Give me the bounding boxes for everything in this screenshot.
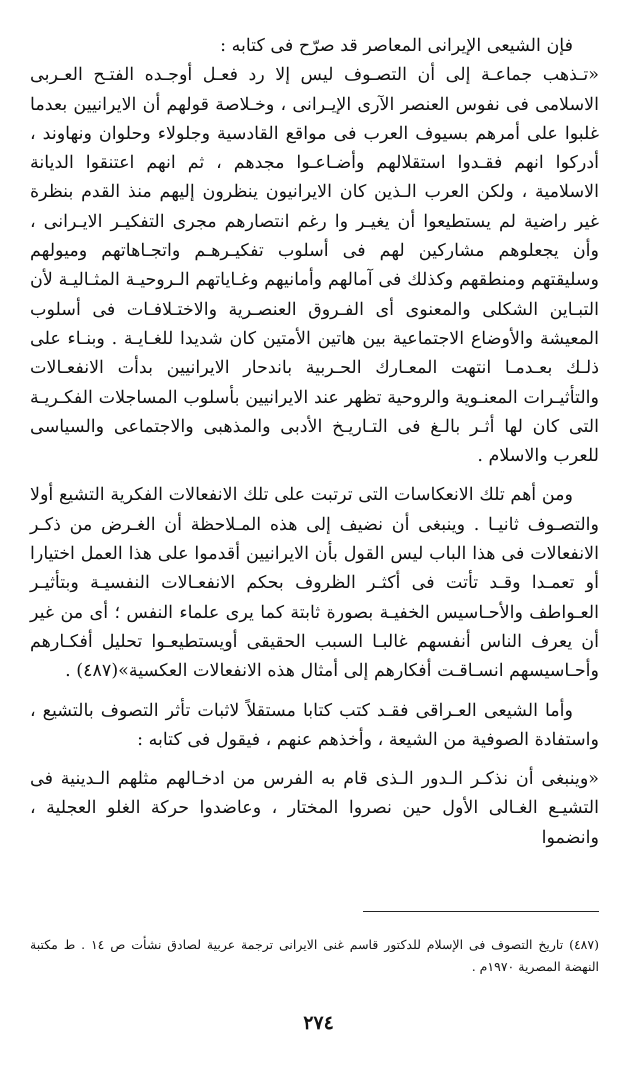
paragraph: فإن الشيعى الإيرانى المعاصر قد صرّح فى كتابه : <box>220 36 573 56</box>
footnote-separator <box>363 911 599 912</box>
paragraph: وأما الشيعى العـراقى فقـد كتب كتابا مستقلاً لاثبات تأثر التصوف بالتشيع ، واستفادة الصوفية من الشيعة ، وأخذهم عنهم ، فيقول فى كتابه : <box>30 700 599 750</box>
paragraph: «وينبغى أن نذكـر الـدور الـذى قام به الفرس من ادخـالهم مثلهم الـدينية فى التشيـع الغـالى الأول حين نصروا المختار ، وعاضدوا حركة الغلو العجلية ، وانضموا <box>30 769 599 848</box>
paragraph: «تـذهب جماعـة إلى أن التصـوف ليس إلا رد فعـل أوجـده الفتـح العـربى الاسلامى فى نفوس العنصر الآرى الإيـرانى ، وخـلاصة قولهم أن الايرانيين بعدما غلبوا على أمرهم بسيوف العرب فى مواقع القادسية وجلولاء وحلوان ونهاوند ، أدركوا انهم فقـدوا استقلالهم وأضـاعـوا مجدهم ، ثم انهم اعتنقوا الديانة الاسلامية ، ولكن العرب الـذين كان الايرانيون ينظرون إليهم منذ القدم بنظرة غير راضية لم يستطيعوا أن يغيـر وا رغم انتصارهم مجرى التفكيـر الايـرانى ، وأن يجعلوهم مشاركين لهم فى أسلوب تفكيـرهـم واتجـاهاتهم وميولهم وسليقتهم ومنطقهم وكذلك فى آمالهم وأمانيهم وغـاياتهم الـروحيـة المثـاليـة لأن التبـاين الشكلى والمعنوى أى الفـروق العنصـرية والاختـلافـات فى أسلوب المعيشة والأوضاع الاجتماعية بين هاتين الأمتين كان شديدا للغـايـة . وبنـاء على ذلـك بعـدمـا انتهت المعـارك الحـربية باندحار الايرانيين بدأت الانفعـالات والتأثيـرات المعنـوية والروحية تظهر عند الايرانيين بأسلوب المساجلات الفكـريـة التى كان لها أثـر بالـغ فى التـاريـخ الأدبى والمذهبى والاجتماعى والسياسى للعرب والاسلام . <box>30 65 599 467</box>
body-text <box>30 32 599 853</box>
paragraph: ومن أهم تلك الانعكاسات التى ترتبت على تلك الانفعالات الفكرية التشيع أولا والتصـوف ثانيـا . وينبغى أن نضيف إلى هذه المـلاحظة أن الغـرض من ذكـر الانفعالات فى هذا الباب ليس القول بأن الايرانيين أقدموا على هذا العمل اختيارا أو تعمـدا وقـد تأتت فى أكثـر الظروف بحكم الانفعـالات النفسيـة وبتأثيـر العـواطف والأحـاسيس الخفيـة بصورة ثابتة كما يرى علماء النفس ؛ أى من غير أن يعرف الناس أنفسهم غالبـا السبب الحقيقى أويستطيعـوا تحليل أفكـارهم وأحـاسيسهم انسـاقـت أفكارهم إلى أمثال هذه الانفعالات العكسية»(٤٨٧) . <box>30 485 599 682</box>
footnote: (٤٨٧) تاريخ التصوف فى الإسلام للدكتور قاسم غنى الايرانى ترجمة عربية لصادق نشأت ص ١٤ . ط مكتبة النهضة المصرية ١٩٧٠م . <box>30 937 599 974</box>
page-number: ٢٧٤ <box>303 1012 334 1034</box>
